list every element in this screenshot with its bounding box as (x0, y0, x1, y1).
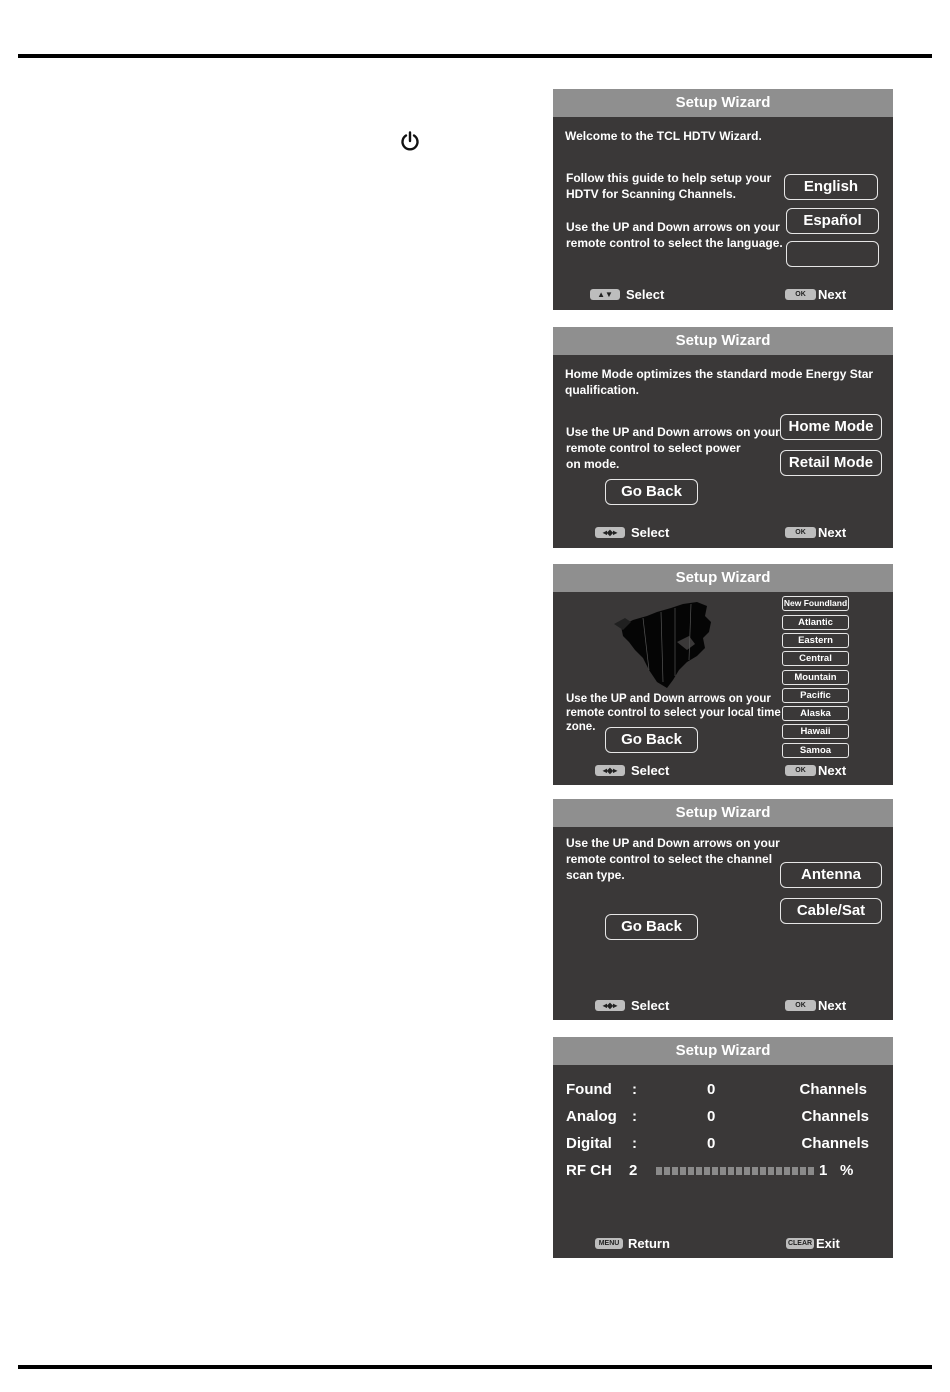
third-language-button[interactable] (786, 241, 879, 267)
ok-key-icon: OK (785, 765, 816, 776)
footer-next (785, 998, 846, 1013)
guide-text-line2: HDTV for Scanning Channels. (566, 187, 737, 201)
setup-wizard-timezone-screen (553, 564, 893, 785)
colon: : (632, 1081, 637, 1098)
go-back-button[interactable]: Go Back (605, 914, 698, 940)
guide-text-line1: Follow this guide to help setup your (566, 171, 772, 185)
select-label: Select (631, 763, 670, 778)
instruction-line2: remote control to select your local time (566, 707, 781, 719)
footer-select (590, 287, 664, 302)
footer-next (785, 763, 846, 778)
retail-mode-button[interactable]: Retail Mode (780, 450, 882, 476)
screen-title: Setup Wizard (553, 799, 893, 827)
bottom-rule (18, 1365, 932, 1369)
go-back-button[interactable]: Go Back (605, 479, 698, 505)
setup-wizard-power-mode-screen (553, 327, 893, 548)
next-label: Next (818, 998, 847, 1013)
channels-unit: Channels (801, 1135, 869, 1152)
four-way-nav-icon: ◂◆▸ (595, 527, 625, 538)
timezone-atlantic[interactable]: Atlantic (782, 615, 849, 630)
instruction-line1: Use the UP and Down arrows on your (566, 693, 771, 705)
intro-line2: qualification. (565, 383, 640, 397)
digital-count: 0 (707, 1135, 716, 1152)
return-label: Return (628, 1236, 670, 1251)
scan-percent-value: 1 (819, 1162, 828, 1179)
espanol-button[interactable]: Español (786, 208, 879, 234)
rf-ch-label: RF CH (566, 1162, 612, 1179)
footer-next (785, 287, 846, 302)
footer-select (595, 763, 669, 778)
timezone-mountain[interactable]: Mountain (782, 670, 849, 685)
up-down-nav-icon: ▲▼ (590, 289, 620, 300)
digital-row (566, 1135, 881, 1155)
rf-channel-row (566, 1162, 881, 1182)
colon: : (632, 1135, 637, 1152)
next-label: Next (818, 763, 847, 778)
ok-key-icon: OK (785, 289, 816, 300)
footer-exit (786, 1236, 840, 1251)
footer-select (595, 998, 669, 1013)
instruction-line2: remote control to select the language. (566, 236, 783, 250)
footer-return (595, 1236, 670, 1251)
channels-unit: Channels (799, 1081, 867, 1098)
screen-title: Setup Wizard (553, 564, 893, 592)
exit-label: Exit (816, 1236, 840, 1251)
timezone-central[interactable]: Central (782, 651, 849, 666)
rf-channel-number: 2 (629, 1162, 638, 1179)
home-mode-button[interactable]: Home Mode (780, 414, 882, 440)
instruction-line3: scan type. (566, 868, 625, 882)
instruction-line3: on mode. (566, 457, 620, 471)
timezone-hawaii[interactable]: Hawaii (782, 724, 849, 739)
four-way-nav-icon: ◂◆▸ (595, 1000, 625, 1011)
select-label: Select (631, 998, 670, 1013)
timezone-eastern[interactable]: Eastern (782, 633, 849, 648)
next-label: Next (818, 287, 847, 302)
colon: : (632, 1108, 637, 1125)
menu-key-icon: MENU (595, 1238, 623, 1249)
instruction-line2: remote control to select power (566, 441, 741, 455)
timezone-pacific[interactable]: Pacific (782, 688, 849, 703)
instruction-line3: zone. (566, 721, 596, 733)
footer-select (595, 525, 669, 540)
north-america-map (613, 598, 723, 690)
timezone-samoa[interactable]: Samoa (782, 743, 849, 758)
intro-line1: Home Mode optimizes the standard mode Energy Star (565, 367, 874, 381)
screen-title: Setup Wizard (553, 327, 893, 355)
analog-label: Analog (566, 1108, 617, 1125)
top-rule (18, 54, 932, 58)
scan-progress-bar (656, 1167, 814, 1175)
timezone-alaska[interactable]: Alaska (782, 706, 849, 721)
found-row (566, 1081, 881, 1101)
clear-key-icon: CLEAR (787, 1240, 813, 1247)
instruction-line1: Use the UP and Down arrows on your (566, 425, 780, 439)
channels-unit: Channels (801, 1108, 869, 1125)
setup-wizard-scan-type-screen (553, 799, 893, 1020)
instruction-line1: Use the UP and Down arrows on your (566, 836, 780, 850)
setup-wizard-language-screen (553, 89, 893, 310)
analog-count: 0 (707, 1108, 716, 1125)
digital-label: Digital (566, 1135, 612, 1152)
setup-wizard-channel-scan-screen (553, 1037, 893, 1258)
ok-key-icon: OK (785, 527, 816, 538)
four-way-nav-icon: ◂◆▸ (595, 765, 625, 776)
screen-title: Setup Wizard (553, 89, 893, 117)
found-label: Found (566, 1081, 612, 1098)
antenna-button[interactable]: Antenna (780, 862, 882, 888)
select-label: Select (626, 287, 665, 302)
next-label: Next (818, 525, 847, 540)
welcome-text: Welcome to the TCL HDTV Wizard. (565, 129, 762, 143)
ok-key-icon: OK (785, 1000, 816, 1011)
analog-row (566, 1108, 881, 1128)
screen-title: Setup Wizard (553, 1037, 893, 1065)
instruction-line1: Use the UP and Down arrows on your (566, 220, 780, 234)
power-icon (399, 130, 421, 152)
go-back-button[interactable]: Go Back (605, 727, 698, 753)
timezone-new-foundland[interactable]: New Foundland (782, 596, 849, 611)
instruction-line2: remote control to select the channel (566, 852, 773, 866)
percent-sign: % (840, 1162, 854, 1179)
footer-next (785, 525, 846, 540)
found-count: 0 (707, 1081, 716, 1098)
english-button[interactable]: English (784, 174, 878, 200)
cable-sat-button[interactable]: Cable/Sat (780, 898, 882, 924)
select-label: Select (631, 525, 670, 540)
